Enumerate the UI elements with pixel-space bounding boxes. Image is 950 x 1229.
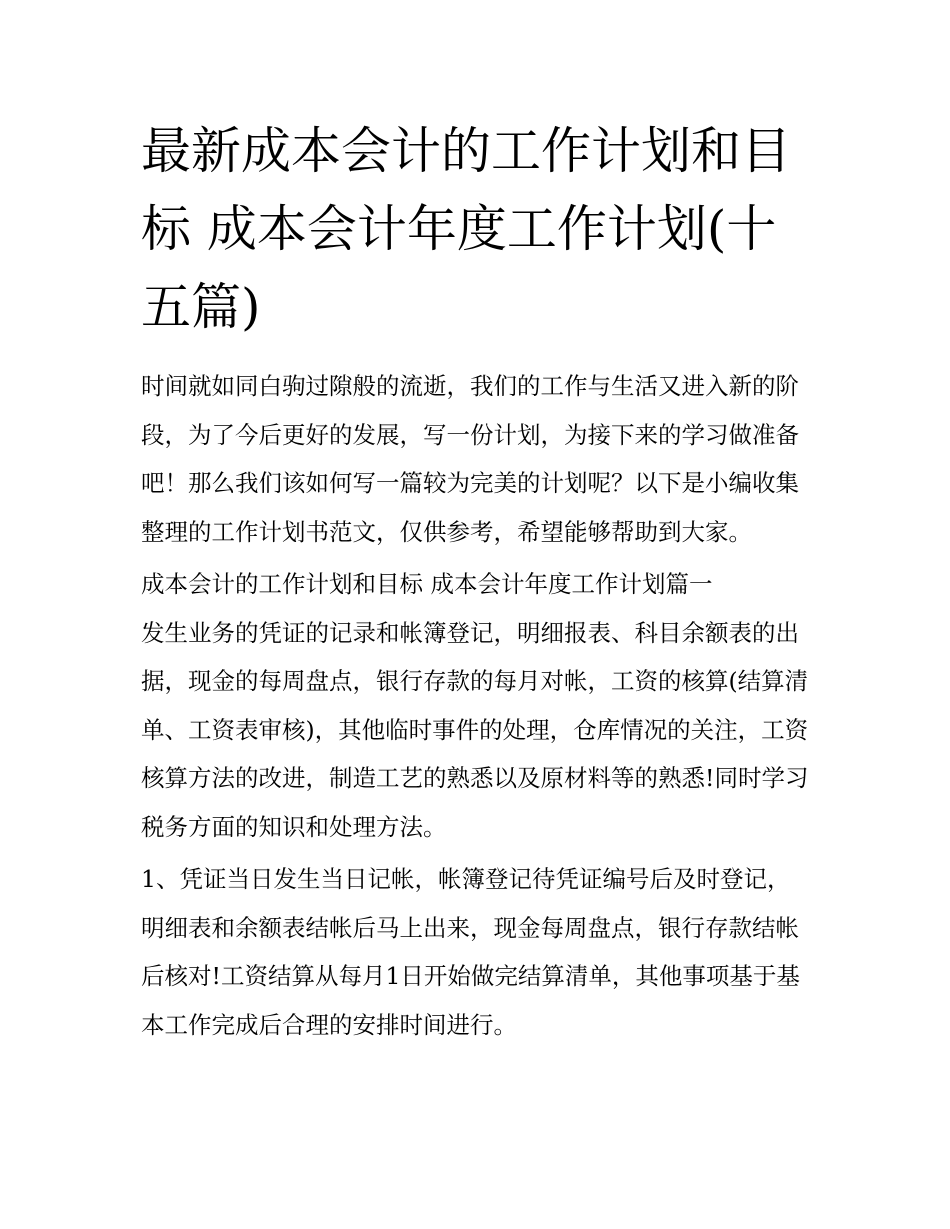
document-page	[141, 112, 813, 1049]
section-heading: 成本会计的工作计划和目标 成本会计年度工作计划篇一	[141, 570, 713, 598]
body-paragraph: 发生业务的凭证的记录和帐簿登记，明细报表、科目余额表的出据，现金的每周盘点，银行存款的每月对帐，工资的核算(结算清单、工资表审核)，其他临时事件的处理，仓库情况的关注，工资核算方法的改进，制造工艺的熟悉以及原材料等的熟悉!同时学习税务方面的知识和处理方法。	[141, 618, 809, 841]
list-item-1: 1、凭证当日发生当日记帐，帐簿登记待凭证编号后及时登记，明细表和余额表结帐后马上出来，现金每周盘点，银行存款结帐后核对!工资结算从每月1日开始做完结算清单，其他事项基于基本工作完成后合理的安排时间进行。	[141, 865, 800, 1039]
intro-paragraph: 时间就如同白驹过隙般的流逝，我们的工作与生活又进入新的阶段，为了今后更好的发展，写一份计划，为接下来的学习做准备吧！那么我们该如何写一篇较为完美的计划呢？以下是小编收集整理的工作计划书范文，仅供参考，希望能够帮助到大家。	[141, 372, 799, 546]
document-title: 最新成本会计的工作计划和目标 成本会计年度工作计划(十五篇)	[141, 122, 791, 336]
